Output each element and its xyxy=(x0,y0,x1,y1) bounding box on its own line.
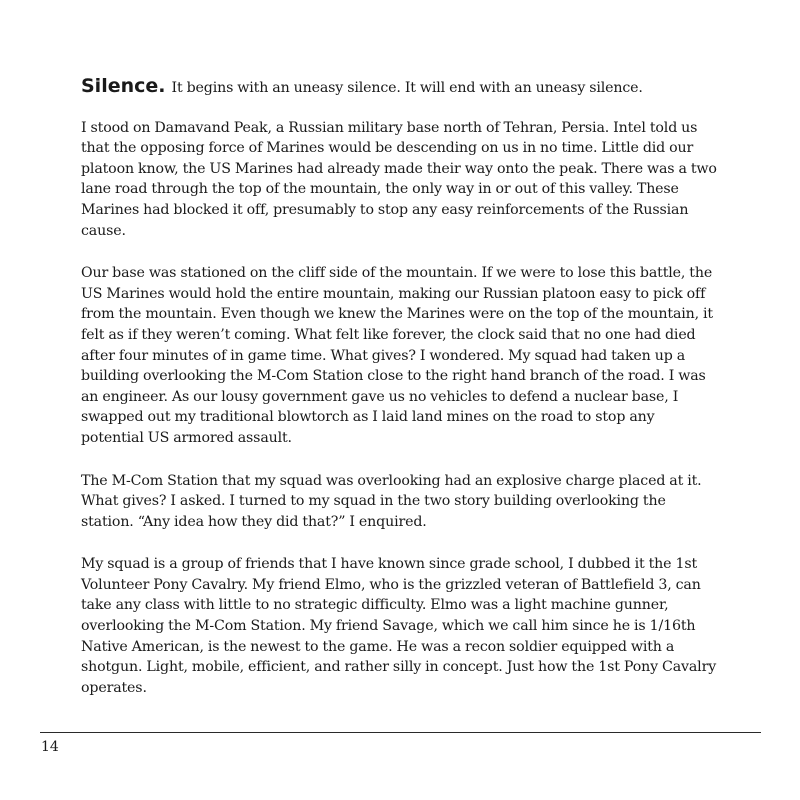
paragraph-mcom-station: The M-Com Station that my squad was overlooking had an explosive charge placed at it. What gives? I asked. I turned to my squad in the two story building overlooking the station. “Any idea how they did that?” I enquired. xyxy=(81,472,702,530)
footer-rule xyxy=(40,732,761,733)
opening-paragraph xyxy=(81,76,721,99)
opening-sentence: It begins with an uneasy silence. It will end with an uneasy silence. xyxy=(167,80,643,96)
paragraph-base-cliff-side: Our base was stationed on the cliff side of the mountain. If we were to lose this battle, the US Marines would hold the entire mountain, making our Russian platoon easy to pick off from the mountain. Even though we knew the Marines were on the top of the mountain, it felt as if they weren’t coming. What felt like forever, the clock said that no one had died after four minutes of in game time. What gives? I wondered. My squad had taken up a building overlooking the M-Com Station close to the right hand branch of the road. I was an engineer. As our lousy government gave us no vehicles to defend a nuclear base, I swapped out my traditional blowtorch as I laid land mines on the road to stop any potential US armored assault. xyxy=(81,265,713,446)
paragraph-squad-friends: My squad is a group of friends that I have known since grade school, I dubbed it the 1st Volunteer Pony Cavalry. My friend Elmo, who is the grizzled veteran of Battlefield 3, can take any class with little to no strategic difficulty. Elmo was a light machine gunner, overlooking the M-Com Station. My friend Savage, which we call him since he is 1/16th Native American, is the newest to the game. He was a recon soldier equipped with a shotgun. Light, mobile, efficient, and rather silly in concept. Just how the 1st Pony Cavalry operates. xyxy=(81,556,717,696)
body-text xyxy=(81,76,721,720)
paragraph-damavand-peak: I stood on Damavand Peak, a Russian military base north of Tehran, Persia. Intel told us that the opposing force of Marines would be descending on us in no time. Little did our platoon know, the US Marines had already made their way onto the peak. There was a two lane road through the top of the mountain, the only way in or out of this valley. These Marines had blocked it off, presumably to stop any easy reinforcements of the Russian cause. xyxy=(81,119,717,239)
lead-word: Silence. xyxy=(81,75,166,97)
page-number: 14 xyxy=(41,739,59,755)
